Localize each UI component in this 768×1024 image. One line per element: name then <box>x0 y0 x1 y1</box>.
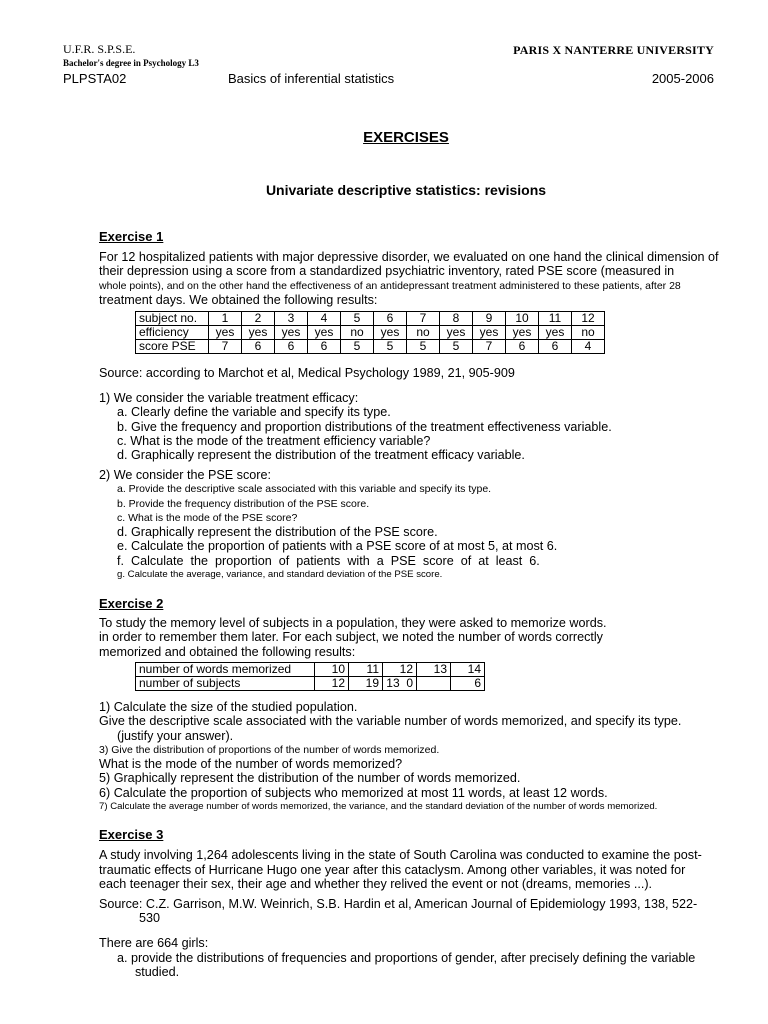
exercise-1-question-1 <box>99 391 612 462</box>
exercise-2-intro <box>99 616 607 659</box>
list-item: 1) We consider the variable treatment efficacy: <box>99 391 359 405</box>
list-item: studied. <box>135 965 180 980</box>
academic-year: 2005-2006 <box>651 71 714 86</box>
exercise-1-intro <box>99 250 729 307</box>
table-cell: 10 <box>506 312 539 326</box>
list-item: d. Graphically represent the distribution of the treatment efficacy variable. <box>117 448 525 463</box>
table-cell: 5 <box>407 340 440 354</box>
table-cell: 3 <box>275 312 308 326</box>
list-item: a. Provide the descriptive scale associated with this variable and specify its type. <box>117 483 492 496</box>
table-cell: 6 <box>374 312 407 326</box>
ufr-label: U.F.R. S.P.S.E. <box>63 42 136 56</box>
table-cell: yes <box>242 326 275 340</box>
source-line: 530 <box>139 911 161 926</box>
table-row <box>136 340 605 354</box>
table-cell: 10 <box>315 663 349 677</box>
table-row <box>136 677 485 691</box>
table-cell: 12 <box>572 312 605 326</box>
table-cell: 4 <box>572 340 605 354</box>
exercise-1-table <box>135 311 605 354</box>
source-line: Source: C.Z. Garrison, M.W. Weinrich, S.B. Hardin et al, American Journal of Epidemiology 1993, 138, 522- <box>99 897 698 911</box>
exercise-1-question-2 <box>99 468 557 582</box>
header-left <box>63 42 199 68</box>
list-item: in order to remember them later. For each subject, we noted the number of words correctly <box>99 630 603 645</box>
table-cell: 5 <box>341 312 374 326</box>
table-cell: 12 <box>383 663 417 677</box>
exercise-2-questions <box>99 700 681 814</box>
table-cell: yes <box>539 326 572 340</box>
list-item: e. Calculate the proportion of patients with a PSE score of at most 5, at most 6. <box>117 539 558 554</box>
list-item: (justify your answer). <box>117 728 234 743</box>
table-cell: 9 <box>473 312 506 326</box>
table-cell: number of subjects <box>136 677 315 691</box>
table-cell: yes <box>506 326 539 340</box>
table-cell: 8 <box>440 312 473 326</box>
list-item: b. Provide the frequency distribution of the PSE score. <box>117 497 370 510</box>
page-title: EXERCISES <box>363 129 449 146</box>
table-cell: no <box>341 326 374 340</box>
exercise-3-question-a <box>99 951 695 980</box>
list-item: 1) Calculate the size of the studied population. <box>99 700 358 714</box>
table-cell: yes <box>275 326 308 340</box>
exercise-3-heading: Exercise 3 <box>99 827 164 842</box>
table-cell: 6 <box>242 340 275 354</box>
list-item: 2) We consider the PSE score: <box>99 468 271 482</box>
table-cell: 13 <box>417 663 451 677</box>
exercise-3-girls: There are 664 girls: <box>99 936 209 950</box>
exercise-2-table <box>135 662 485 691</box>
table-cell: 19 <box>349 677 383 691</box>
table-row <box>136 326 605 340</box>
table-cell: 6 <box>506 340 539 354</box>
list-item: 3) Give the distribution of proportions of the number of words memorized. <box>99 743 440 756</box>
list-item: What is the mode of the number of words memorized? <box>99 757 403 772</box>
table-cell: 5 <box>374 340 407 354</box>
table-cell: 1 <box>209 312 242 326</box>
table-cell: 4 <box>308 312 341 326</box>
exercise-1-source: Source: according to Marchot et al, Medical Psychology 1989, 21, 905-909 <box>99 366 515 380</box>
ex1-intro-1: For 12 hospitalized patients with major depressive disorder, we evaluated on one hand the clinical dimension of their depression using a score from a standardized psychiatric inventory, rated PSE score (measured in <box>99 250 719 278</box>
table-cell: number of words memorized <box>136 663 315 677</box>
course-title: Basics of inferential statistics <box>228 71 395 86</box>
list-item: To study the memory level of subjects in a population, they were asked to memorize words. <box>99 616 607 630</box>
table-cell: yes <box>440 326 473 340</box>
table-cell <box>417 677 451 691</box>
table-cell: no <box>572 326 605 340</box>
list-item: f. Calculate the proportion of patients with a PSE score of at least 6. <box>117 553 540 568</box>
table-cell: 13 0 <box>383 677 417 691</box>
table-cell: 14 <box>451 663 485 677</box>
table-cell: 11 <box>539 312 572 326</box>
table-cell: yes <box>308 326 341 340</box>
table-cell: 7 <box>209 340 242 354</box>
exercise-3-intro: A study involving 1,264 adolescents living in the state of South Carolina was conducted to examine the post-traumatic effects of Hurricane Hugo one year after this cataclysm. Among other variables, it was noted for each teenager their sex, their age and whether they relived the event or not (dreams, memories ...). <box>99 848 702 891</box>
table-cell: score PSE <box>136 340 209 354</box>
list-item: d. Graphically represent the distribution of the PSE score. <box>117 525 438 540</box>
list-item: 5) Graphically represent the distribution of the number of words memorized. <box>99 771 521 786</box>
table-cell: 5 <box>440 340 473 354</box>
ex1-intro-2: whole points), and on the other hand the effectiveness of an antidepressant treatment administered to these patients, after 28 <box>99 280 681 292</box>
table-cell: yes <box>473 326 506 340</box>
list-item: Give the descriptive scale associated with the variable number of words memorized, and specify its type. <box>99 714 682 729</box>
table-row <box>136 663 485 677</box>
list-item: a. provide the distributions of frequencies and proportions of gender, after precisely defining the variable <box>117 951 696 965</box>
exercise-2-heading: Exercise 2 <box>99 596 164 611</box>
exercise-3-source <box>99 897 697 926</box>
table-cell: 6 <box>308 340 341 354</box>
page-subtitle: Univariate descriptive statistics: revisions <box>265 182 547 198</box>
table-cell: yes <box>374 326 407 340</box>
exercise-1-heading: Exercise 1 <box>99 229 164 244</box>
table-row <box>136 312 605 326</box>
table-cell: efficiency <box>136 326 209 340</box>
degree-label: Bachelor's degree in Psychology L3 <box>63 58 199 68</box>
table-cell: 5 <box>341 340 374 354</box>
table-cell: 6 <box>275 340 308 354</box>
list-item: c. What is the mode of the PSE score? <box>117 511 298 524</box>
table-cell: 11 <box>349 663 383 677</box>
list-item: 7) Calculate the average number of words memorized, the variance, and the standard deviation of the number of words memorized. <box>99 801 658 813</box>
table-cell: yes <box>209 326 242 340</box>
table-cell: no <box>407 326 440 340</box>
list-item: c. What is the mode of the treatment efficiency variable? <box>117 433 431 448</box>
course-code: PLPSTA02 <box>63 71 127 86</box>
table-cell: subject no. <box>136 312 209 326</box>
table-cell: 2 <box>242 312 275 326</box>
table-cell: 6 <box>451 677 485 691</box>
list-item: g. Calculate the average, variance, and standard deviation of the PSE score. <box>117 569 443 581</box>
table-cell: 6 <box>539 340 572 354</box>
ex1-intro-3: treatment days. We obtained the following results: <box>99 293 378 307</box>
list-item: memorized and obtained the following results: <box>99 644 356 659</box>
table-cell: 12 <box>315 677 349 691</box>
list-item: a. Clearly define the variable and specify its type. <box>117 405 391 420</box>
list-item: b. Give the frequency and proportion distributions of the treatment effectiveness variable. <box>117 419 612 434</box>
table-cell: 7 <box>473 340 506 354</box>
table-cell: 7 <box>407 312 440 326</box>
list-item: 6) Calculate the proportion of subjects who memorized at most 11 words, at least 12 words. <box>99 785 608 800</box>
university-name: PARIS X NANTERRE UNIVERSITY <box>513 43 714 57</box>
